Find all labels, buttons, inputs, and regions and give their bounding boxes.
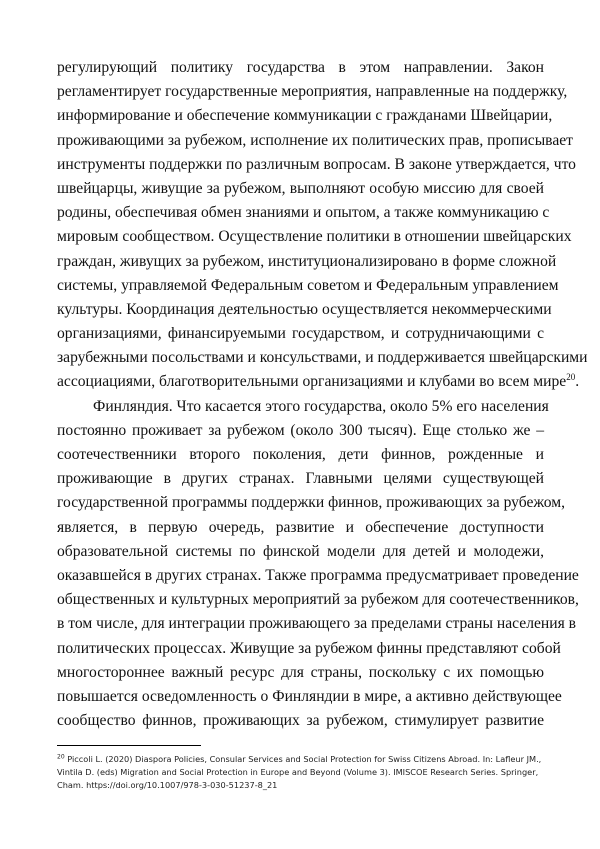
text-line [57,370,580,394]
text-line [57,225,572,249]
line-text: проживающими за рубежом, исполнение их политических прав, прописывает [57,131,574,149]
footnote-number: 20 [57,753,65,761]
footnote-line: Vintila D. (eds) Migration and Social Protection in Europe and Beyond (Volume 3). IMISCOE Research Series. Springer, [57,767,539,777]
line-text: граждан, живущих за рубежом, институционализировано в форме сложной [57,252,557,270]
footnote-separator [57,745,201,746]
text-line [57,612,577,636]
line-text: проживающие в других странах. Главными целями существующей [57,470,544,488]
line-text: регламентирует государственные мероприятия, направленные на поддержку, [57,83,568,101]
footnote [57,753,547,792]
text-line [57,274,559,298]
footnote-reference[interactable]: 20 [566,372,576,383]
text-line [57,395,549,419]
text-line [57,419,544,443]
line-text: Финляндия. Что касается этого государства, около 5% его населения [93,397,549,415]
line-text: культуры. Координация деятельностью осуществляется некоммерческими [57,300,552,318]
line-text: зарубежными посольствами и консульствами, и поддерживается швейцарскими [57,349,588,367]
body-text [57,56,588,733]
text-line [57,177,544,201]
line-text: политических процессах. Живущие за рубежом финны представляют собой [57,639,561,657]
line-text: мировым сообществом. Осуществление политики в отношении швейцарских [57,228,572,246]
text-line [57,80,568,104]
line-text: информирование и обеспечение коммуникации с гражданами Швейцарии, [57,107,553,125]
text-line [57,104,553,128]
line-text: ассоциациями, благотворительными организациями и клубами во всем мире [57,373,567,391]
line-text: регулирующий политику государства в этом направлении. Закон [57,59,544,76]
line-text: сообщество финнов, проживающих за рубежом, стимулирует развитие [57,712,544,730]
line-text: общественных и культурных мероприятий за рубежом для соотечественников, [57,591,579,609]
text-line [57,201,550,225]
text-line [57,588,579,612]
line-text: образовательной системы по финской модели для детей и молодежи, [57,542,544,560]
text-line [57,56,544,80]
line-text: швейцарцы, живущие за рубежом, выполняют особую миссию для своей [57,179,544,197]
paragraph [57,395,579,734]
text-line [57,322,544,346]
line-text: государственной программы поддержки финнов, проживающих за рубежом, [57,494,566,512]
line-text: организациями, финансируемыми государством, и сотрудничающими с [57,325,544,343]
text-line [57,637,561,661]
line-text: многостороннее важный ресурс для страны, поскольку с их помощью [57,663,544,681]
text-line [57,129,574,153]
text-line [57,298,552,322]
text-line [57,346,588,370]
text-line [57,250,557,274]
footnote-line[interactable] [57,779,547,792]
line-text: системы, управляемой Федеральным советом и Федеральным управлением [57,276,559,294]
line-text: повышается осведомленность о Финляндии в мире, а активно действующее [57,687,562,705]
text-line [57,540,544,564]
text-line [57,153,576,177]
footnote-line [57,753,547,766]
footnote-doi-link[interactable]: Cham. https://doi.org/10.1007/978-3-030-51237-8_21 [57,780,278,790]
line-text: в том числе, для интеграции проживающего за пределами страны населения в [57,615,577,633]
text-line [57,491,566,515]
paragraph [57,56,588,395]
sentence-end: . [575,373,580,391]
text-line [57,467,544,491]
line-text: инструменты поддержки по различным вопросам. В законе утверждается, что [57,155,576,173]
text-line [57,685,562,709]
text-line [57,443,544,467]
line-text: является, в первую очередь, развитие и обеспечение доступности [57,518,544,536]
line-text: постоянно проживает за рубежом (около 300 тысяч). Еще столько же – [57,421,544,439]
text-line [57,709,544,733]
text-line [57,516,544,540]
footnote-text: Piccoli L. (2020) Diaspora Policies, Consular Services and Social Protection for Swiss Citizens Abroad. In: Lafleur JM., [67,754,542,764]
line-text: оказавшейся в других странах. Также программа предусматривает проведение [57,566,579,584]
text-line [57,661,544,685]
line-text: соотечественники второго поколения, дети финнов, рожденные и [57,446,544,463]
text-line [57,564,579,588]
line-text: родины, обеспечивая обмен знаниями и опытом, а также коммуникацию с [57,204,550,222]
